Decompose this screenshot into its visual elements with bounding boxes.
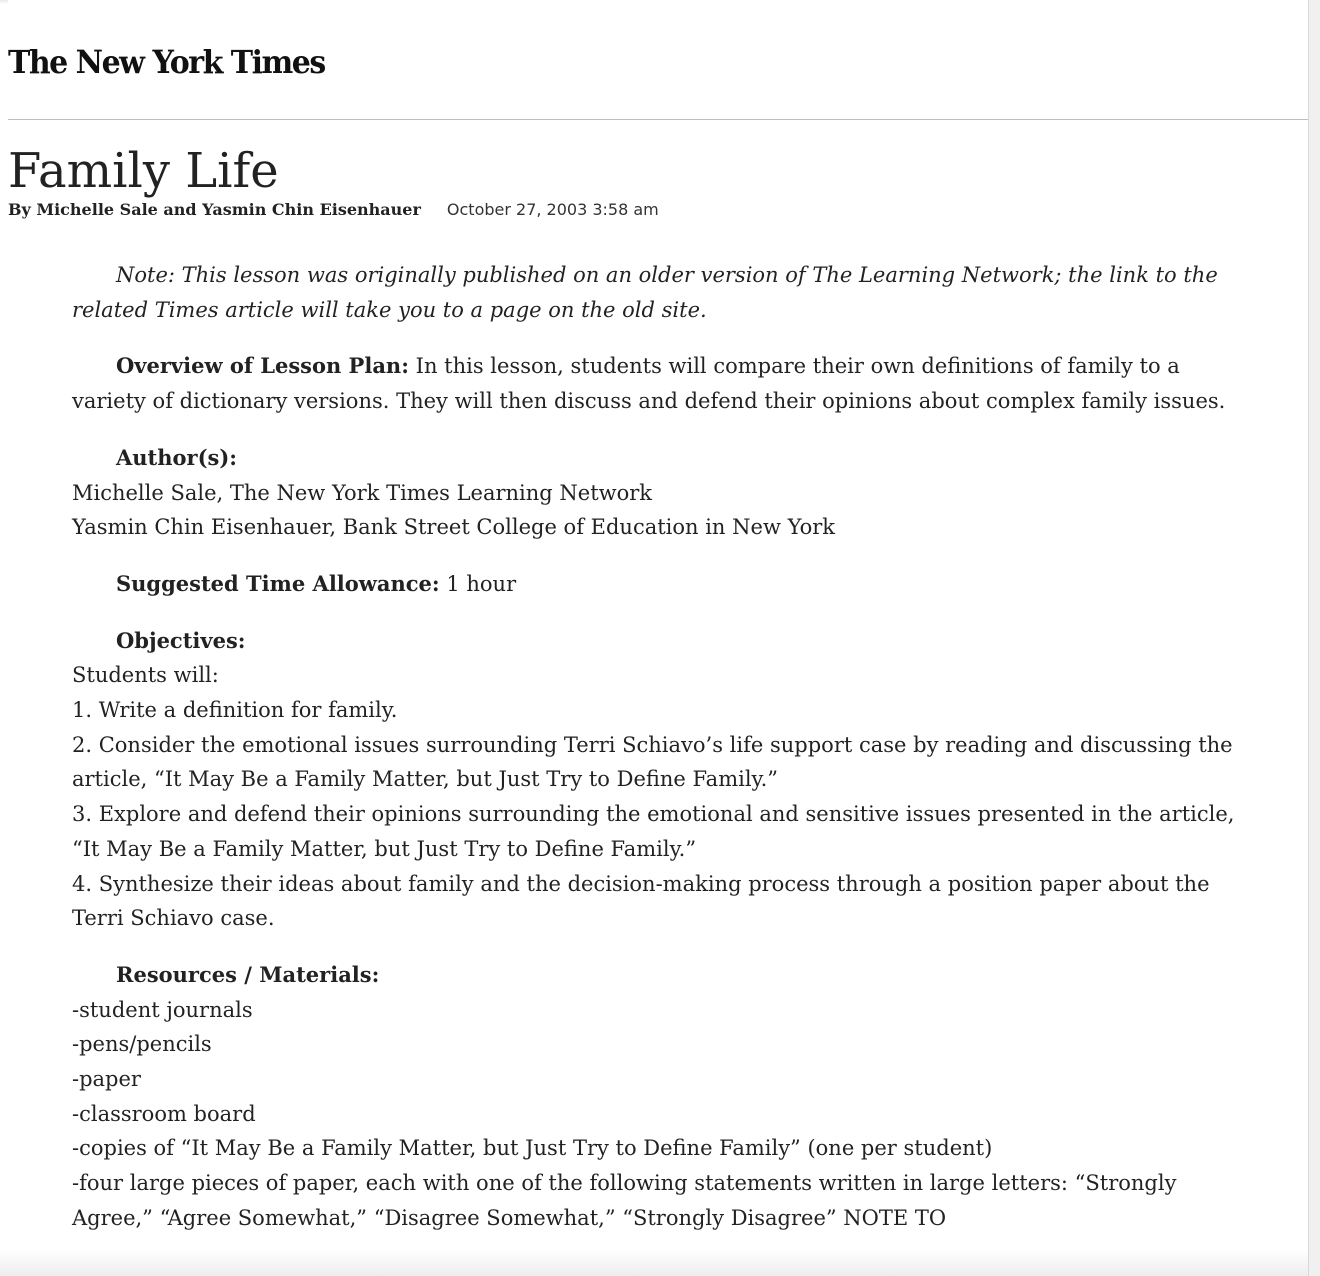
lesson-note-text: Note: This lesson was originally published on an older version of The Learning Network; the link to the related Times article will take you to a page on the old site. — [72, 263, 1218, 322]
article-page — [8, 0, 1308, 1276]
page-title: Family Life — [8, 143, 279, 199]
author-line: Michelle Sale, The New York Times Learning Network — [72, 480, 653, 505]
resources-label: Resources / Materials: — [116, 961, 380, 987]
resources-section — [72, 958, 1252, 1236]
resource-item: -paper — [72, 1067, 141, 1092]
time-allowance-label: Suggested Time Allowance: — [116, 570, 440, 596]
authors-label: Author(s): — [116, 444, 238, 470]
overview-text: In this lesson, students will compare their own definitions of family to a variety of dictionary versions. They will then discuss and defend their opinions about complex family issues. — [72, 354, 1226, 414]
bottom-fade — [0, 1250, 1308, 1276]
article-body — [72, 258, 1252, 1258]
overview-label: Overview of Lesson Plan: — [116, 353, 409, 379]
resource-item: -classroom board — [72, 1101, 256, 1126]
author-line: Yasmin Chin Eisenhauer, Bank Street College of Education in New York — [72, 515, 836, 540]
objective-item: 4. Synthesize their ideas about family and the decision-making process through a position paper about the Terri Schiavo case. — [72, 871, 1210, 931]
page-right-margin — [1308, 0, 1320, 1276]
publish-date: October 27, 2003 3:58 am — [446, 200, 659, 219]
resource-item: -four large pieces of paper, each with one of the following statements written in large letters: “Strongly Agree,” “Agree Somewhat,” “Disagree Somewhat,” “Strongly Disagree” NOTE TO — [72, 1171, 1177, 1230]
resource-item: -student journals — [72, 997, 253, 1022]
authors-section — [72, 441, 1252, 545]
objectives-label: Objectives: — [116, 627, 246, 653]
lesson-note — [72, 258, 1252, 327]
nyt-logo[interactable]: The New York Times — [8, 44, 325, 82]
byline-authors: By Michelle Sale and Yasmin Chin Eisenhauer — [8, 200, 421, 219]
resource-item: -copies of “It May Be a Family Matter, but Just Try to Define Family” (one per student) — [72, 1136, 993, 1161]
masthead-divider — [8, 119, 1308, 120]
time-allowance-section — [72, 567, 1252, 602]
resource-item: -pens/pencils — [72, 1032, 212, 1057]
objectives-section — [72, 624, 1252, 936]
overview-section — [72, 349, 1252, 418]
time-allowance-value: 1 hour — [446, 571, 517, 596]
byline — [8, 199, 659, 221]
objective-item: 3. Explore and defend their opinions surrounding the emotional and sensitive issues presented in the article, “It May Be a Family Matter, but Just Try to Define Family.” — [72, 802, 1235, 861]
objective-item: 1. Write a definition for family. — [72, 698, 398, 723]
objectives-intro: Students will: — [72, 663, 219, 688]
objective-item: 2. Consider the emotional issues surrounding Terri Schiavo’s life support case by reading and discussing the article, “It May Be a Family Matter, but Just Try to Define Family.” — [72, 732, 1233, 792]
